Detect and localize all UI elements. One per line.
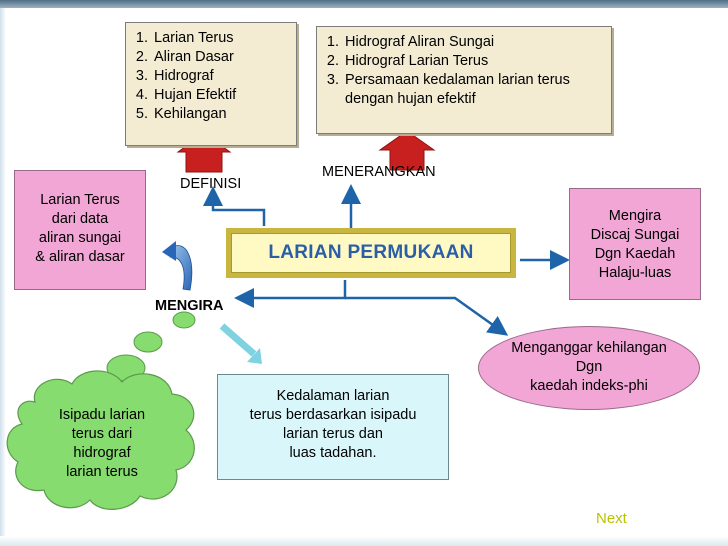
cloud-line: larian terus xyxy=(66,464,138,480)
right-pink-box xyxy=(569,188,701,300)
pink-oval xyxy=(478,326,700,410)
left-box-line: aliran sungai xyxy=(38,230,122,246)
left-box-line: & aliran dasar xyxy=(35,249,125,265)
cloud-line: terus dari xyxy=(71,426,133,442)
mengira-connector xyxy=(244,280,345,298)
central-title: LARIAN PERMUKAAN xyxy=(268,242,474,263)
right-box-line: Discaj Sungai xyxy=(590,227,680,243)
cyan-box xyxy=(217,374,449,480)
cyan-box-line: Kedalaman larian xyxy=(276,388,390,404)
cloud-text xyxy=(22,406,182,482)
left-pink-box xyxy=(14,170,146,290)
central-title-box xyxy=(226,228,516,278)
oval-line: Dgn xyxy=(575,359,603,375)
definisi-note xyxy=(125,22,297,146)
cyan-box-line: larian terus dan xyxy=(283,426,383,442)
cloud-line: Isipadu larian xyxy=(58,407,146,423)
mengira-label: MENGIRA xyxy=(155,298,224,314)
definisi-item: 4. Hujan Efektif xyxy=(152,86,296,105)
menerangkan-note xyxy=(316,26,612,134)
bubble-dot-2 xyxy=(134,332,162,352)
left-box-line: Larian Terus xyxy=(40,192,120,208)
curved-arrow-head xyxy=(162,241,176,261)
cyan-box-line: luas tadahan. xyxy=(289,445,377,461)
central-title-inner xyxy=(231,233,511,273)
bubble-dot-1 xyxy=(173,312,195,328)
next-link[interactable]: Next xyxy=(596,510,627,527)
menerangkan-item: 3. Persamaan kedalaman larian terus dengan hujan efektif xyxy=(343,71,595,109)
cyan-box-line: terus berdasarkan isipadu xyxy=(249,407,417,423)
definisi-connector xyxy=(213,196,264,226)
left-box-line: dari data xyxy=(51,211,109,227)
oval-connector xyxy=(345,298,500,330)
cyan-arrow-shaft xyxy=(222,326,254,354)
definisi-item: 2. Aliran Dasar xyxy=(152,48,296,67)
menerangkan-item: 2. Hidrograf Larian Terus xyxy=(343,52,611,71)
menerangkan-item: 1. Hidrograf Aliran Sungai xyxy=(343,33,611,52)
oval-line: Menganggar kehilangan xyxy=(511,340,667,356)
oval-line: kaedah indeks-phi xyxy=(530,378,648,394)
menerangkan-label: MENERANGKAN xyxy=(322,164,436,180)
definisi-item: 1. Larian Terus xyxy=(152,29,296,48)
right-box-line: Halaju-luas xyxy=(598,265,672,281)
definisi-item: 3. Hidrograf xyxy=(152,67,296,86)
right-box-line: Mengira xyxy=(608,208,662,224)
definisi-item: 5. Kehilangan xyxy=(152,105,296,124)
definisi-label: DEFINISI xyxy=(180,176,242,192)
right-box-line: Dgn Kaedah xyxy=(594,246,676,262)
cloud-line: hidrograf xyxy=(73,445,131,461)
